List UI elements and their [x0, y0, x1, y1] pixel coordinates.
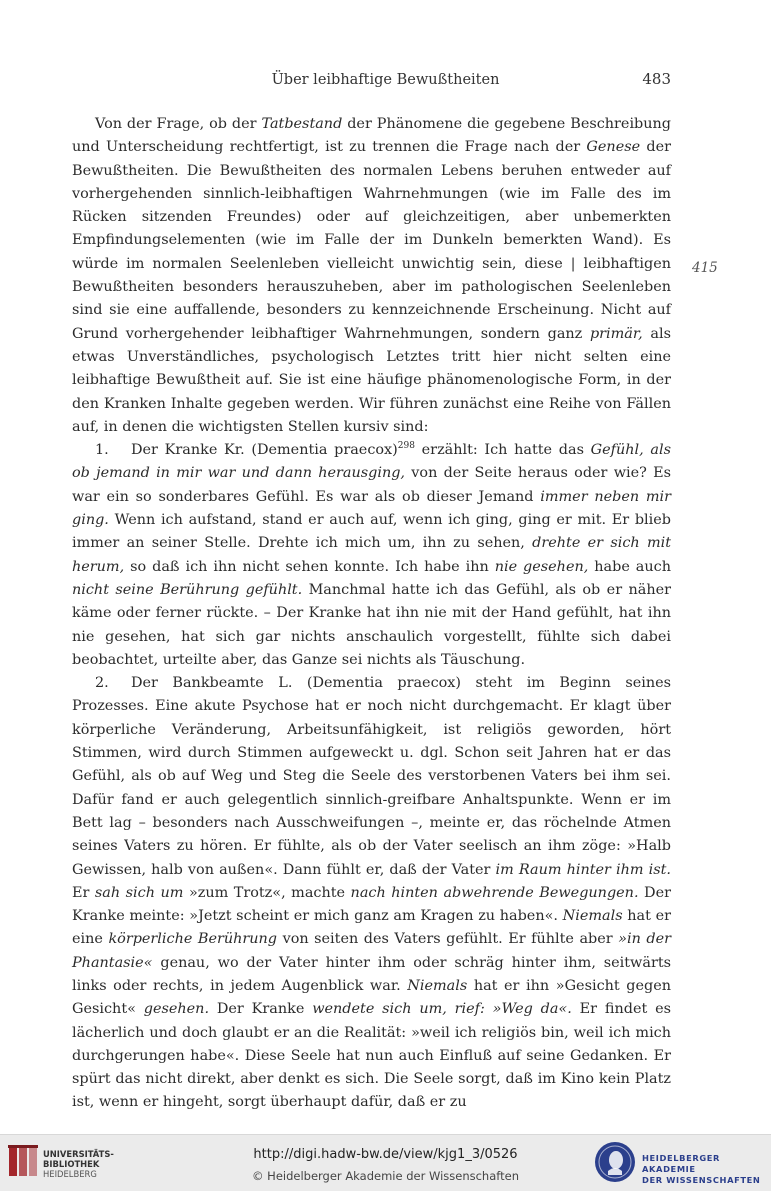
text-run: der Phänomene die gegebene Beschreibung und Unterscheidung rechtfertigt, ist zu trennen die Frage nach der — [72, 116, 672, 156]
case-number: 1. — [95, 442, 109, 459]
italic-run: Niemals — [407, 977, 468, 994]
case-2-paragraph — [72, 672, 671, 1115]
margin-page-reference: 415 — [692, 260, 718, 276]
text-run: Der Kranke — [209, 1001, 313, 1018]
text-run: habe auch — [588, 558, 671, 575]
viewer-footer — [0, 1134, 771, 1191]
academy-logo[interactable] — [594, 1141, 764, 1185]
text-run: Von der Frage, ob der — [95, 116, 262, 132]
text-run: so daß ich ihn nicht sehen konnte. Ich habe ihn — [124, 558, 495, 575]
running-title: Über leibhaftige Bewußtheiten — [271, 72, 500, 88]
text-run: Er — [72, 884, 95, 901]
text-run: von seiten des Vaters gefühlt. Er fühlte aber — [277, 931, 619, 948]
text-run: Der Kranke Kr. (Dementia praecox) — [131, 442, 398, 459]
italic-run: drehte er sich mit herum, — [72, 535, 671, 575]
italic-run: wendete sich um, rief: »Weg da«. — [312, 1001, 572, 1018]
italic-run: nicht seine Berührung gefühlt. — [72, 581, 303, 598]
page-number: 483 — [642, 70, 671, 88]
text-run: Der Bankbeamte L. (Dementia praecox) steht im Beginn seines Prozesses. Eine akute Psychose hat er noch nicht durchgemacht. Er klagt über körperliche Veränderung, Arbeitsunfähigkeit, ist religiös geworden, hört Stimmen, wird durch Stimmen aufgeweckt u. dgl. Schon seit Jahren hat er das Gefühl, als ob auf Weg und Steg die Seele des verstorbenen Vaters bei ihm sei. Dafür fand er auch gelegentlich sinnlich-greifbare Anhaltspunkte. Wenn er im Bett lag – besonders nach Ausschweifungen –, meinte er, das röchelnde Atmen seines Vaters zu hören. Er fühlte, als ob der Vater seelisch an ihm zöge: »Halb Gewissen, halb von außen«. Dann fühlt er, daß der Vater — [72, 675, 671, 878]
italic-run: Gefühl, als ob jemand in mir war und dann herausging, — [72, 442, 671, 482]
italic-run: nie gesehen, — [494, 558, 589, 575]
logo-line: UNIVERSITÄTS- — [43, 1149, 114, 1159]
text-run: von der Seite heraus oder wie? Es war ein so sonderbares Gefühl. Es war als ob dieser Jemand — [72, 465, 671, 505]
text-run: »zum Trotz«, machte — [183, 884, 351, 901]
text-run: Der Kranke meinte: »Jetzt scheint er mich ganz am Kragen zu haben«. — [72, 884, 671, 925]
text-run: Manchmal hatte ich das Gefühl, als ob er näher käme oder ferner rückte. – Der Kranke hat ihn nie mit der Hand gefühlt, hat ihn nie gesehen, hat sich gar nichts anschaulich vorgestellt, fühlte sich dabei beobachtet, urteilte aber, das Ganze sei nichts als Täuschung. — [72, 581, 671, 668]
text-run: erzählt: Ich hatte das — [414, 442, 591, 459]
text-run: hat er ihn »Gesicht gegen Gesicht« — [72, 977, 671, 1018]
academy-label — [642, 1153, 764, 1186]
logo-line: DER WISSENSCHAFTEN — [642, 1175, 761, 1185]
text-run: als etwas Unverständliches, psychologisch Letztes tritt hier nicht selten eine leibhaftige Bewußtheit auf. Sie ist eine häufige phänomenologische Form, in der den Kranken Inhalte gegeben werden. Wir führen zunächst eine Reihe von Fällen auf, in denen die wichtigsten Stellen kursiv sind: — [72, 325, 671, 435]
footnote-reference[interactable]: 298 — [397, 441, 415, 452]
body-text — [72, 113, 671, 1115]
text-run: Wenn ich aufstand, stand er auch auf, wenn ich ging, ging er mit. Er blieb immer an seiner Stelle. Drehte ich mich um, ihn zu sehen, — [72, 512, 671, 552]
italic-run: sah sich um — [94, 884, 184, 901]
italic-run: Genese — [586, 139, 641, 156]
text-run: genau, wo der Vater hinter ihm oder schräg hinter ihm, seitwärts links oder rechts, in jedem Augenblick war. — [72, 954, 671, 994]
italic-run: Niemals — [562, 908, 623, 925]
italic-run: im Raum hinter ihm ist. — [495, 861, 671, 878]
permalink-url[interactable]: http://digi.hadw-bw.de/view/kjg1_3/0526 — [253, 1147, 518, 1162]
italic-run: primär, — [589, 325, 643, 342]
case-1-paragraph — [72, 439, 671, 672]
text-run: hat er eine — [72, 908, 671, 948]
text-run: Er findet es lächerlich und doch glaubt er an die Realität: »weil ich religiös bin, weil ich mich durchgerungen habe«. Diese Seele hat nun auch Einfluß auf seine Gedanken. Er spürt das nicht direkt, aber denkt es sich. Die Seele sorgt, daß im Kino kein Platz ist, wenn er hingeht, sorgt überhaupt dafür, daß er zu — [72, 1001, 672, 1111]
logo-line: BIBLIOTHEK — [43, 1159, 100, 1169]
copyright-notice: © Heidelberger Akademie der Wissenschaften — [252, 1169, 519, 1183]
italic-run: gesehen. — [143, 1001, 210, 1018]
italic-run: Tatbestand — [261, 116, 343, 132]
logo-line: HEIDELBERG — [43, 1169, 97, 1179]
italic-run: nach hinten abwehrende Bewegungen. — [350, 884, 639, 901]
text-run: der Bewußtheiten. Die Bewußtheiten des normalen Lebens beruhen entweder auf vorhergehenden sinnlich-leibhaftigen Wahrnehmungen (wie im Falle des im Rücken sitzenden Freundes) oder auf gleichzeitigen, aber unbemerkten Empfindungselementen (wie im Falle der im Dunkeln bemerkten Wand). Es würde im normalen Seelenleben vielleicht unwichtig sein, diese | leibhaftigen Bewußtheiten besonders herauszuheben, aber im pathologischen Seelenleben sind sie eine auffallende, besonders zu kennzeichnende Erscheinung. Nicht auf Grund vorhergehender leibhaftiger Wahrnehmungen, sondern ganz — [72, 139, 672, 342]
case-number: 2. — [95, 675, 109, 692]
paragraph-intro — [72, 113, 671, 439]
italic-run: immer neben mir ging. — [72, 488, 671, 529]
italic-run: körperliche Berührung — [108, 931, 278, 948]
running-header — [0, 70, 771, 92]
italic-run: »in der Phantasie« — [72, 931, 671, 971]
academy-seal-icon — [594, 1141, 636, 1183]
logo-line: HEIDELBERGER AKADEMIE — [642, 1153, 720, 1174]
